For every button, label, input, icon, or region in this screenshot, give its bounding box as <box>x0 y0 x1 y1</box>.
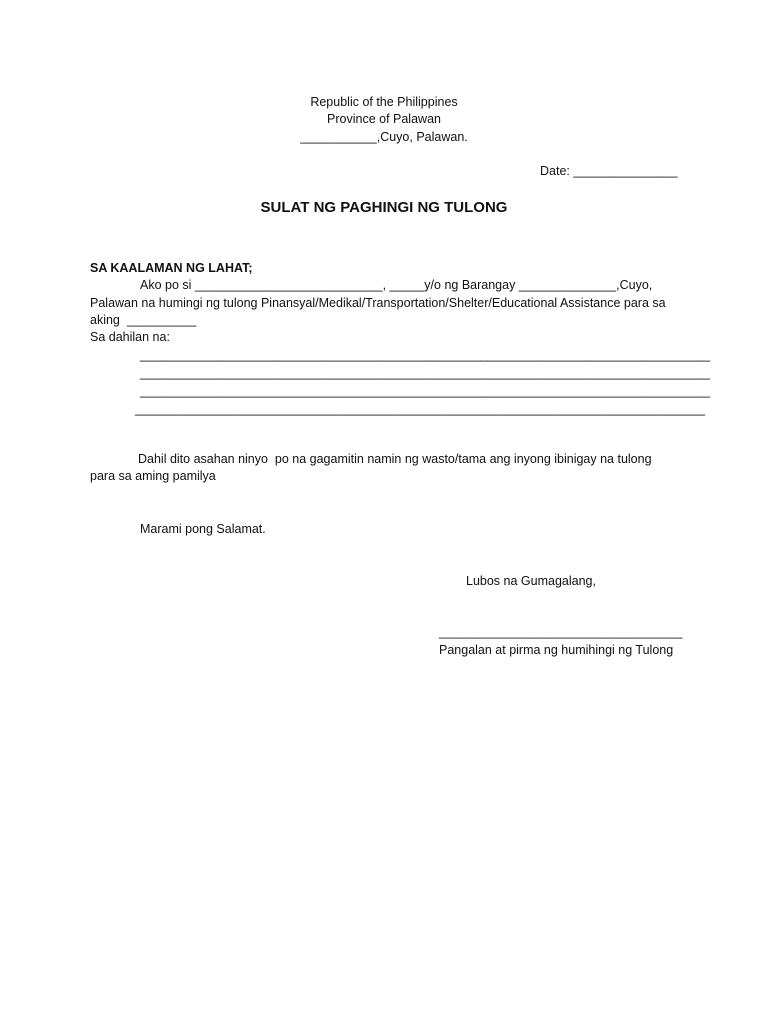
thanks-line: Marami pong Salamat. <box>140 522 266 536</box>
reason-blank-line: __________________________________________________________________________________ <box>140 384 711 398</box>
reason-label: Sa dahilan na: <box>90 330 170 344</box>
header-municipality: ___________,Cuyo, Palawan. <box>300 130 468 144</box>
body-line-3: aking __________ <box>90 313 197 327</box>
date-field: Date: _______________ <box>540 164 678 178</box>
signature-caption: Pangalan at pirma ng humihingi ng Tulong <box>439 643 674 657</box>
complimentary-close: Lubos na Gumagalang, <box>466 574 596 588</box>
body-line-2: Palawan na humingi ng tulong Pinansyal/Medikal/Transportation/Shelter/Educational Assistance para sa <box>90 296 666 310</box>
letter-title: SULAT NG PAGHINGI NG TULONG <box>260 199 508 216</box>
closing-line-1: Dahil dito asahan ninyo po na gagamitin namin ng wasto/tama ang inyong ibinigay na tulong <box>138 452 652 466</box>
reason-blank-line: __________________________________________________________________________________ <box>135 402 706 416</box>
salutation: SA KAALAMAN NG LAHAT; <box>90 261 253 275</box>
reason-blank-line: __________________________________________________________________________________ <box>140 348 711 362</box>
reason-blank-line: __________________________________________________________________________________ <box>140 366 711 380</box>
body-line-1: Ako po si ___________________________, _____y/o ng Barangay ______________,Cuyo, <box>140 278 653 292</box>
header-province: Province of Palawan <box>327 112 441 126</box>
signature-line: ___________________________________ <box>439 625 683 639</box>
closing-line-2: para sa aming pamilya <box>90 469 216 483</box>
header-republic: Republic of the Philippines <box>310 95 458 109</box>
